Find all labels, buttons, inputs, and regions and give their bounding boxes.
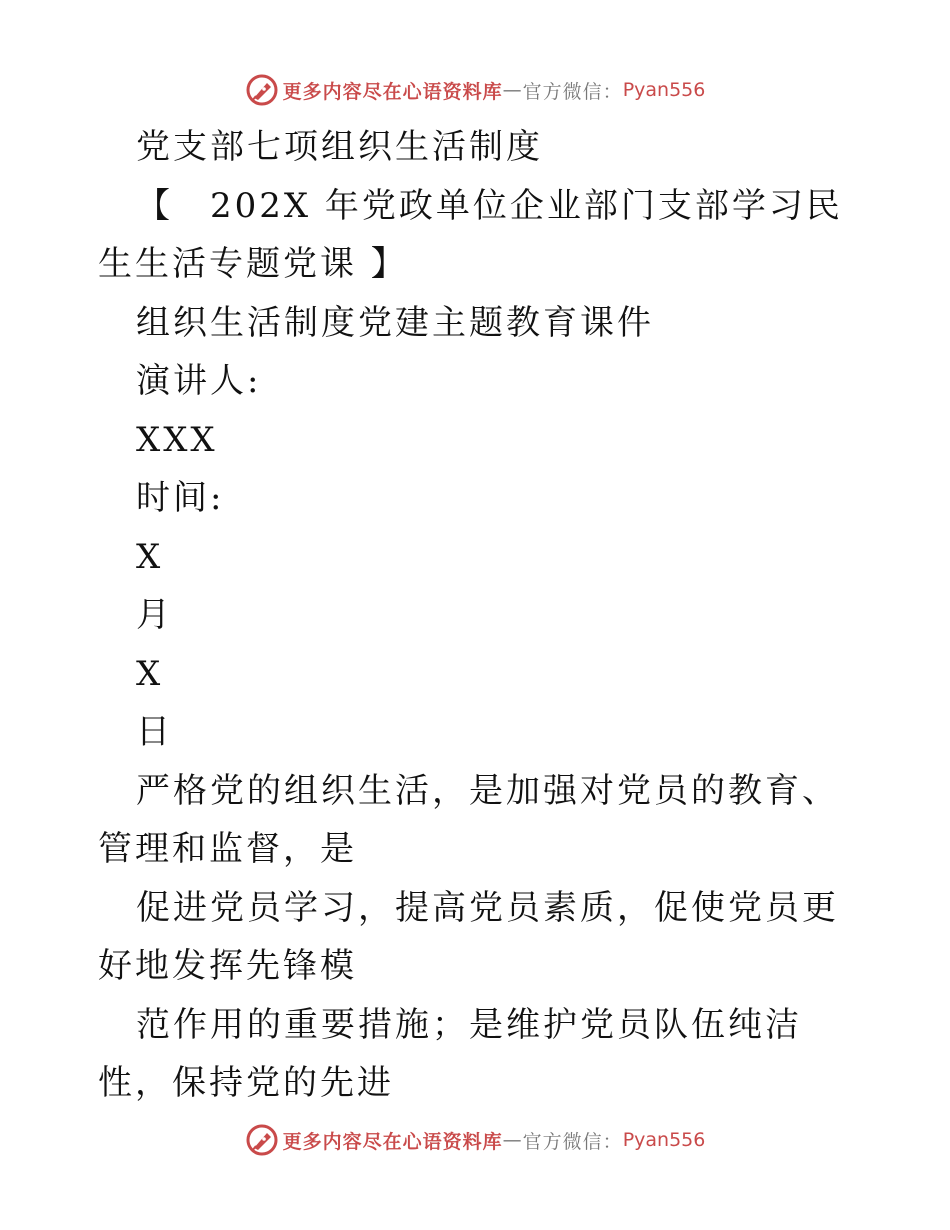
banner-wechat-id: Pyan556 (622, 1129, 706, 1151)
banner-wechat-id: Pyan556 (622, 79, 706, 101)
document-course-title: 组织生活制度党建主题教育课件 (136, 302, 654, 343)
pen-nib-logo-icon (245, 1123, 279, 1157)
banner-wechat-label: 官方微信： (522, 80, 623, 103)
banner-wechat-label: 官方微信： (522, 1130, 623, 1153)
speaker-label: 演讲人: (136, 361, 262, 401)
document-subtitle: 【 202X 年党政单位企业部门支部学习民生生活专题党课 】 (98, 185, 843, 284)
speaker-name: XXX (136, 419, 218, 460)
banner-site-text: 更多内容尽在心语资料库 (282, 1130, 503, 1153)
header-banner (0, 70, 950, 110)
banner-dash: — (502, 79, 523, 101)
banner-dash: — (502, 1129, 523, 1151)
time-month-unit: 月 (136, 595, 173, 635)
time-label: 时间: (136, 478, 225, 518)
body-paragraph: 范作用的重要措施；是维护党员队伍纯洁性，保持党的先进 (98, 1004, 802, 1103)
time-day-value: X (136, 653, 164, 694)
body-paragraph: 严格党的组织生活，是加强对党员的教育、管理和监督，是 (98, 770, 839, 869)
time-month-value: X (136, 536, 164, 577)
document-title: 党支部七项组织生活制度 (136, 127, 543, 167)
footer-banner (0, 1120, 950, 1160)
banner-site-text: 更多内容尽在心语资料库 (282, 80, 503, 103)
pen-nib-logo-icon (245, 73, 279, 107)
document-body (98, 118, 858, 1113)
body-paragraph: 促进党员学习，提高党员素质，促使党员更好地发挥先锋模 (98, 887, 839, 986)
time-day-unit: 日 (136, 712, 173, 752)
